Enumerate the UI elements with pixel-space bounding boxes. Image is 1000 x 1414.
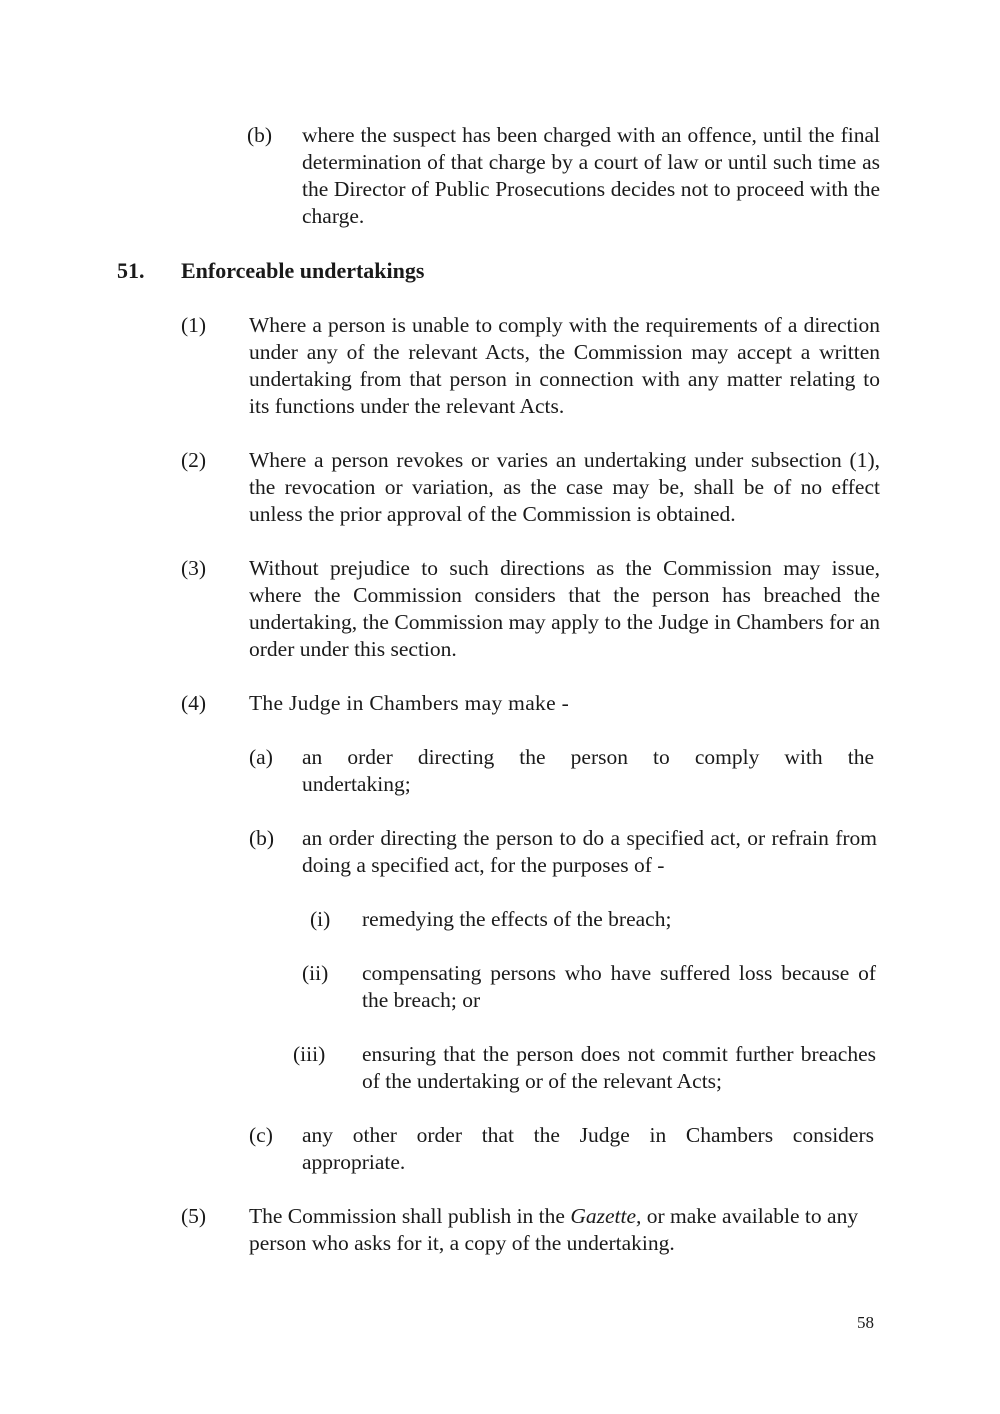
subsection-4b-i-label: (i) [310, 907, 331, 931]
subsection-4c-text: any other order that the Judge in Chambers considers appropriate. [302, 1123, 874, 1174]
subsection-2-text: Where a person revokes or varies an undertaking under subsection (1), the revocation or variation, as the case may be, shall be of no effect unless the prior approval of the Commission is obtained. [249, 448, 880, 526]
gazette-reference: Gazette, [570, 1204, 642, 1228]
subsection-3-label: (3) [181, 556, 207, 580]
subsection-5-text-before: The Commission shall publish in the [249, 1204, 571, 1228]
subsection-4c-label: (c) [249, 1123, 273, 1147]
section-title: Enforceable undertakings [181, 258, 425, 283]
subsection-4b-text: an order directing the person to do a specified act, or refrain from doing a specified act, for the purposes of - [302, 826, 877, 877]
intro-item-text: where the suspect has been charged with an offence, until the final determination of that charge by a court of law or until such time as the Director of Public Prosecutions decides not to proceed with the charge. [302, 123, 880, 228]
subsection-3-text: Without prejudice to such directions as the Commission may issue, where the Commission considers that the person has breached the undertaking, the Commission may apply to the Judge in Chambers for an order under this section. [249, 556, 880, 661]
subsection-4b-i-text: remedying the effects of the breach; [362, 907, 672, 931]
subsection-5-text-after: or make available to any person who asks for it, a copy of the undertaking. [249, 1204, 859, 1255]
subsection-5-label: (5) [181, 1204, 207, 1228]
subsection-4-text: The Judge in Chambers may make - [249, 691, 570, 715]
subsection-5-text [249, 1203, 880, 1257]
subsection-4-label: (4) [181, 691, 207, 715]
section-number: 51. [117, 258, 145, 283]
subsection-4b-iii-label: (iii) [293, 1042, 326, 1066]
subsection-4b-ii-label: (ii) [302, 961, 329, 985]
subsection-4a-text: an order directing the person to comply with the undertaking; [302, 745, 874, 796]
subsection-4a-label: (a) [249, 745, 273, 769]
subsection-1-label: (1) [181, 313, 207, 337]
subsection-4b-label: (b) [249, 826, 275, 850]
subsection-1-text: Where a person is unable to comply with the requirements of a direction under any of the relevant Acts, the Commission may accept a written undertaking from that person in connection with any matter relating to its functions under the relevant Acts. [249, 313, 880, 418]
page-number: 58 [857, 1313, 874, 1332]
intro-item-label: (b) [247, 123, 273, 147]
subsection-2-label: (2) [181, 448, 207, 472]
subsection-4b-iii-text: ensuring that the person does not commit further breaches of the undertaking or of the relevant Acts; [362, 1042, 876, 1093]
subsection-4b-ii-text: compensating persons who have suffered loss because of the breach; or [362, 961, 876, 1012]
